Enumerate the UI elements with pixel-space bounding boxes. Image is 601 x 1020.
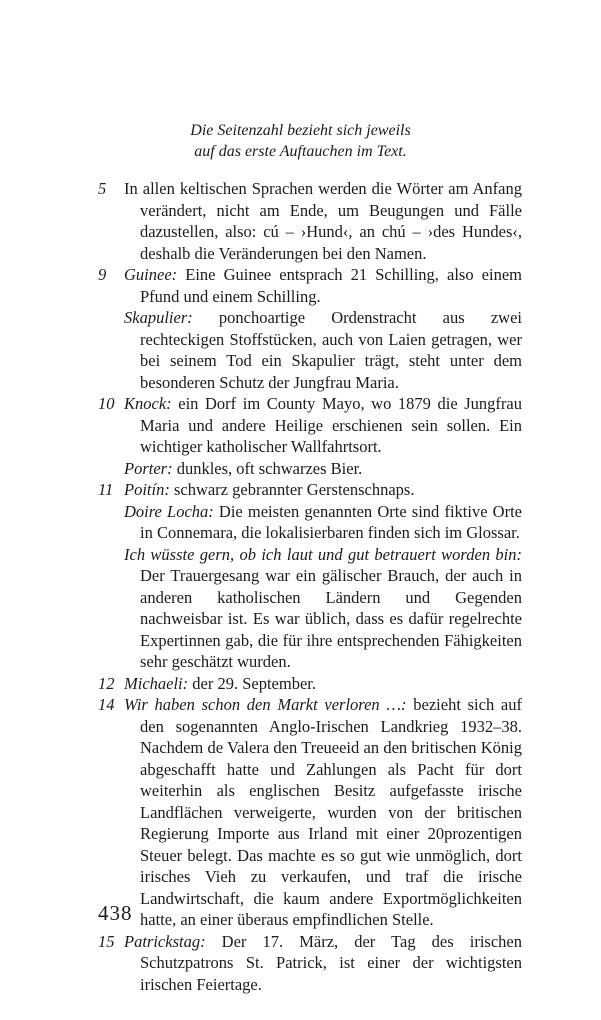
note-body — [124, 501, 522, 544]
note-entry — [98, 178, 522, 264]
note-term: Guinee: — [124, 265, 178, 284]
note-body — [124, 931, 522, 996]
note-term: Porter: — [124, 458, 173, 478]
note-page-number: 11 — [98, 480, 114, 499]
note-term: Patrickstag: — [124, 931, 206, 951]
note-term: Ich wüsste gern, ob ich laut und gut betrauert worden bin: — [124, 544, 522, 564]
note-body — [124, 673, 522, 695]
note-page-number: 15 — [98, 931, 115, 951]
note-text: dunkles, oft schwarzes Bier. — [172, 458, 363, 478]
note-term: Skapulier: — [124, 308, 193, 327]
note-entry — [98, 501, 522, 544]
note-text: Eine Guinee entsprach 21 Schilling, also einem Pfund und einem Schilling. — [140, 265, 522, 306]
note-text: Der 17. März, der Tag des irischen Schutzpatrons St. Patrick, ist einer der wichtigsten irischen Feiertage. — [140, 931, 522, 994]
note-body — [124, 458, 522, 480]
note-body — [124, 479, 522, 501]
note-entry — [98, 264, 522, 307]
note-text: ponchoartige Ordenstracht aus zwei rechteckigen Stoffstücken, auch von Laien getragen, wer bei seinem Tod ein Skapulier trägt, steht unter dem besonderen Schutz der Jungfrau Maria. — [140, 308, 522, 392]
note-entry — [98, 479, 522, 501]
note-page-number: 9 — [98, 265, 107, 284]
note-term: Knock: — [124, 394, 172, 413]
note-entry — [98, 307, 522, 393]
note-body — [124, 393, 522, 458]
note-entry — [98, 673, 522, 695]
note-body — [124, 178, 522, 264]
note-text: Der Trauergesang war ein gälischer Brauch, der auch in anderen katholischen Ländern und Gegenden nachweisbar ist. Es war üblich, dass es dafür regelrechte Expertinnen gab, die für ihre entsprechenden Fähigkeiten sehr geschätzt wurden. — [140, 566, 522, 671]
notes-list — [98, 178, 522, 995]
note-term: Michaeli: — [124, 673, 189, 693]
page-number: 438 — [98, 901, 133, 925]
note-entry — [98, 694, 522, 931]
note-term: Doire Locha: — [124, 501, 214, 521]
note-term: Wir haben schon den Markt verloren …: — [124, 695, 407, 714]
note-text: ein Dorf im County Mayo, wo 1879 die Jungfrau Maria und andere Heilige erschienen sein sollen. Ein wichtiger katholischer Wallfahrtsort. — [140, 394, 522, 456]
note-page-number: 14 — [98, 695, 115, 714]
note-text: bezieht sich auf den sogenannten Anglo-Irischen Landkrieg 1932–38. Nachdem de Valera den Treueeid an den britischen König abgeschafft hatte und Zahlungen als Pacht für dort weiterhin als englischen Besitz aufgefasste irische Landflächen verweigerte, wurden von der britischen Regierung Importe aus Irland mit einer 20prozentigen Steuer belegt. Das machte es so gut wie unmöglich, dort irisches Vieh zu verkaufen, und traf die irische Landwirtschaft, die kaum andere Exportmöglichkeiten hatte, an einer überaus empfindlichen Stelle. — [140, 695, 522, 929]
note-body — [124, 307, 522, 393]
note-entry — [98, 458, 522, 480]
note-page-number: 10 — [98, 394, 115, 413]
note-entry — [98, 393, 522, 458]
note-term: Poitín: — [124, 480, 170, 499]
note-entry — [98, 544, 522, 673]
note-page-number: 5 — [98, 179, 107, 198]
note-text: der 29. September. — [188, 673, 316, 693]
intro-note — [0, 120, 601, 162]
note-text: In allen keltischen Sprachen werden die Wörter am Anfang verändert, nicht am Ende, um Beugungen und Fälle dazustellen, also: cú – ›Hund‹, an chú – ›des Hundes‹, deshalb die Veränderungen bei den Namen. — [124, 179, 522, 263]
intro-line-1: Die Seitenzahl bezieht sich jeweils — [190, 122, 411, 139]
intro-line-2: auf das erste Auftauchen im Text. — [194, 143, 407, 160]
note-text: schwarz gebrannter Gerstenschnaps. — [169, 480, 415, 499]
note-body — [124, 544, 522, 673]
note-body — [124, 694, 522, 931]
note-body — [124, 264, 522, 307]
note-page-number: 12 — [98, 673, 115, 693]
note-text: Die meisten genannten Orte sind fiktive Orte in Connemara, die lokalisierbaren finden sich im Glossar. — [140, 501, 522, 542]
note-entry — [98, 931, 522, 996]
